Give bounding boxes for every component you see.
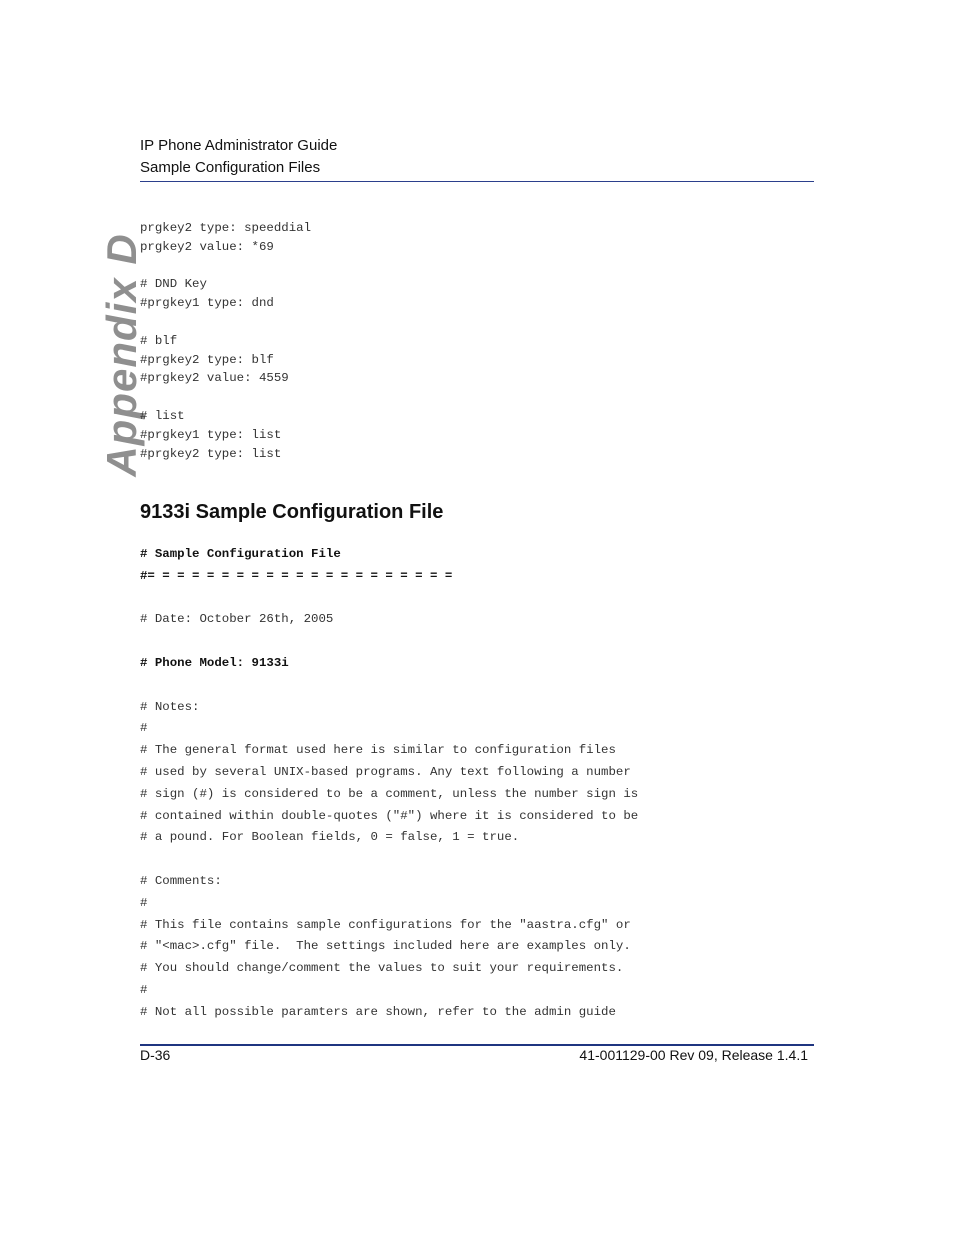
code-line: # The general format used here is similar to configuration files: [140, 743, 616, 758]
code-line: #prgkey2 type: list: [140, 446, 282, 461]
code-line: # Not all possible paramters are shown, refer to the admin guide: [140, 1004, 616, 1019]
code-line: [140, 388, 311, 407]
code-line: prgkey2 type: speeddial: [140, 221, 312, 235]
code-line: # This file contains sample configurations for the "aastra.cfg" or: [140, 917, 631, 932]
code-line: # used by several UNIX-based programs. Any text following a number: [140, 764, 631, 779]
appendix-tab-label: Appendix D: [98, 233, 145, 477]
page-header: [140, 135, 814, 178]
code-line: # "<mac>.cfg" file. The settings included here are examples only.: [140, 939, 631, 954]
header-rule: [140, 181, 814, 182]
header-subtitle: Sample Configuration Files: [140, 158, 321, 176]
code-line: [140, 631, 638, 653]
code-line: # contained within double-quotes ("#") where it is considered to be: [140, 808, 639, 823]
code-line: # Date: October 26th, 2005: [140, 612, 334, 627]
code-line: #: [140, 895, 148, 910]
config-code-block-sample: [140, 544, 638, 1024]
code-line: [140, 257, 311, 276]
code-line: # blf: [140, 333, 178, 348]
code-line: prgkey2 value: *69: [140, 239, 274, 254]
footer-rule: [140, 1044, 814, 1046]
code-line: [140, 588, 638, 610]
code-line: # Sample Configuration File: [140, 547, 341, 561]
code-line: # a pound. For Boolean fields, 0 = false, 1 = true.: [140, 830, 520, 845]
header-title: IP Phone Administrator Guide: [140, 137, 338, 154]
code-line: #prgkey2 value: 4559: [140, 371, 289, 386]
code-line: #prgkey2 type: blf: [140, 352, 274, 367]
section-heading: 9133i Sample Configuration File: [140, 501, 444, 523]
code-line: # Phone Model: 9133i: [140, 655, 289, 670]
code-line: #= = = = = = = = = = = = = = = = = = = = =: [140, 568, 453, 583]
page-number: D-36: [140, 1047, 171, 1063]
code-line: # DND Key: [140, 277, 207, 292]
document-id: 41-001129-00 Rev 09, Release 1.4.1: [579, 1047, 808, 1063]
code-line: # Notes:: [140, 699, 200, 714]
code-line: #prgkey1 type: dnd: [140, 296, 274, 311]
code-line: # Comments:: [140, 873, 222, 888]
code-line: # list: [140, 408, 185, 423]
code-line: # sign (#) is considered to be a comment, unless the number sign is: [140, 786, 639, 801]
code-line: [140, 849, 638, 871]
code-line: [140, 313, 311, 332]
code-line: #prgkey1 type: list: [140, 427, 282, 442]
code-line: #: [140, 721, 148, 736]
config-code-block-top: [140, 219, 311, 463]
code-line: [140, 675, 638, 697]
code-line: #: [140, 982, 148, 997]
code-line: # You should change/comment the values to suit your requirements.: [140, 961, 624, 976]
